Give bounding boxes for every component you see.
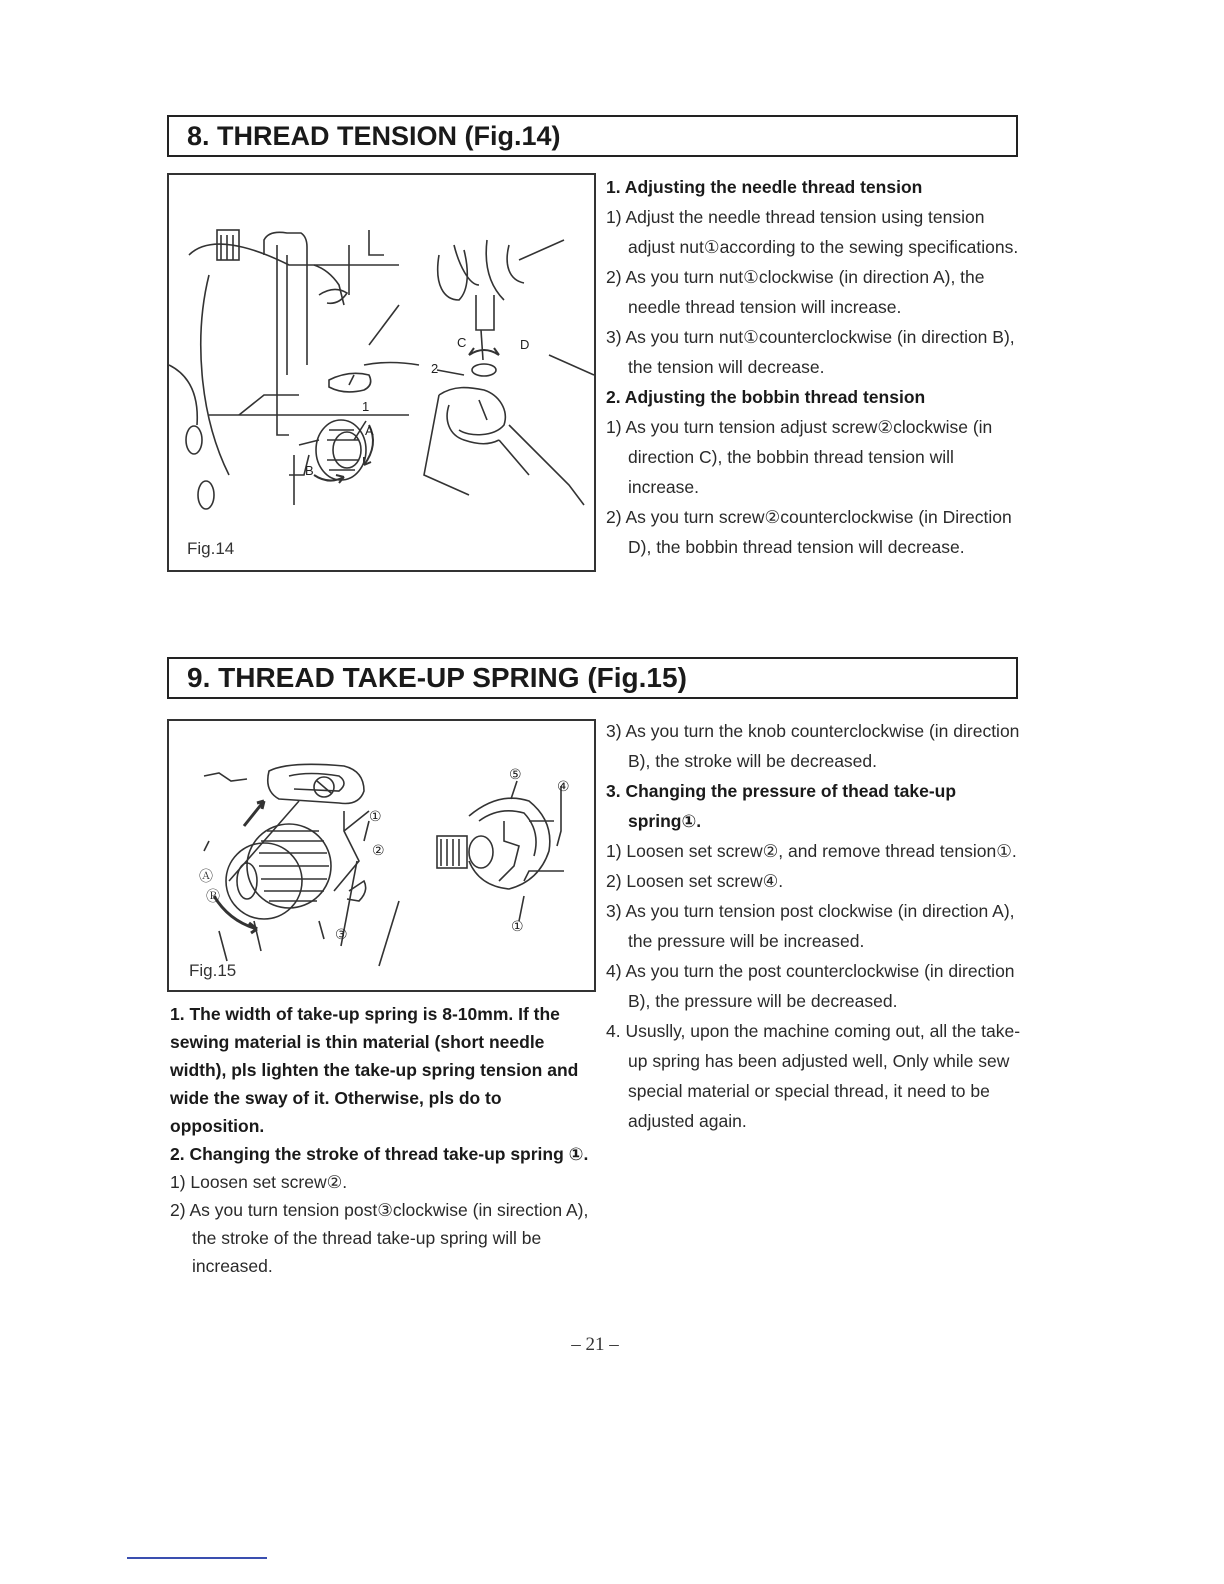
section-9-title: 9. THREAD TAKE-UP SPRING (Fig.15) xyxy=(167,657,1018,699)
figure-15 xyxy=(167,719,596,992)
section-9-right-text xyxy=(606,716,1024,1136)
figure-14 xyxy=(167,173,596,572)
section-8-step-2-1: 1) As you turn tension adjust screw②clockwise (in direction C), the bobbin thread tension will increase. xyxy=(606,417,993,497)
section-9-step-3-4: 4) As you turn the post counterclockwise (in direction B), the pressure will be decreased. xyxy=(606,961,1015,1011)
footer-rule xyxy=(127,1557,267,1559)
section-9-left-text xyxy=(170,1000,600,1280)
section-8-title: 8. THREAD TENSION (Fig.14) xyxy=(167,115,1018,157)
section-9-heading-2: 2. Changing the stroke of thread take-up spring ①. xyxy=(170,1144,589,1164)
section-8-step-1-1: 1) Adjust the needle thread tension using tension adjust nut①according to the sewing specifications. xyxy=(606,207,1019,257)
section-8-step-1-3: 3) As you turn nut①counterclockwise (in direction B), the tension will decrease. xyxy=(606,327,1015,377)
section-9-step-2-2: 2) As you turn tension post③clockwise (in sirection A), the stroke of the thread take-up spring will be increased. xyxy=(170,1200,589,1276)
section-8-heading-2: 2. Adjusting the bobbin thread tension xyxy=(606,387,926,407)
fig15-label-a: Ⓐ xyxy=(199,868,213,884)
section-8-step-1-2: 2) As you turn nut①clockwise (in direction A), the needle thread tension will increase. xyxy=(606,267,985,317)
fig14-label-c: C xyxy=(457,335,467,350)
section-9-step-2-3: 3) As you turn the knob counterclockwise (in direction B), the stroke will be decreased. xyxy=(606,721,1020,771)
fig15-label-c5: ⑤ xyxy=(509,766,522,782)
fig14-caption: Fig.14 xyxy=(187,539,235,558)
page-number: – 21 – xyxy=(571,1334,619,1355)
section-9-note-1: 1. The width of take-up spring is 8-10mm. If the sewing material is thin material (short needle width), pls lighten the take-up spring tension and wide the sway of it. Otherwise, pls do to opposition. xyxy=(170,1004,579,1136)
take-up-spring-illustration xyxy=(169,721,594,990)
thread-tension-illustration xyxy=(169,175,594,570)
fig14-label-2: 2 xyxy=(431,361,439,376)
fig15-label-c1-top: ① xyxy=(369,808,382,824)
section-9-note-4: 4. Ususlly, upon the machine coming out, all the take-up spring has been adjusted well, Only while sew special material or special thread, it need to be adjusted again. xyxy=(606,1021,1021,1131)
section-8-heading-1: 1. Adjusting the needle thread tension xyxy=(606,177,923,197)
fig15-label-b: Ⓑ xyxy=(206,888,220,904)
fig14-label-1: 1 xyxy=(362,399,370,414)
section-8-step-2-2: 2) As you turn screw②counterclockwise (in Direction D), the bobbin thread tension will decrease. xyxy=(606,507,1012,557)
fig14-label-a: A xyxy=(365,423,374,438)
section-9-step-3-3: 3) As you turn tension post clockwise (in direction A), the pressure will be increased. xyxy=(606,901,1015,951)
fig15-caption: Fig.15 xyxy=(189,961,237,980)
fig15-label-c2-left: ② xyxy=(372,842,385,858)
fig14-label-d: D xyxy=(520,337,530,352)
section-9-step-3-1: 1) Loosen set screw②, and remove thread tension①. xyxy=(606,841,1017,861)
fig15-label-c3-left: ③ xyxy=(335,926,348,942)
fig15-label-c4: ④ xyxy=(557,778,570,794)
fig15-label-c1-right: ① xyxy=(511,918,524,934)
section-8-text xyxy=(606,172,1024,562)
section-9-heading-3: 3. Changing the pressure of thead take-up spring①. xyxy=(606,781,957,831)
fig14-label-b: B xyxy=(305,463,314,478)
section-9-step-3-2: 2) Loosen set screw④. xyxy=(606,871,784,891)
section-9-step-2-1: 1) Loosen set screw②. xyxy=(170,1172,348,1192)
